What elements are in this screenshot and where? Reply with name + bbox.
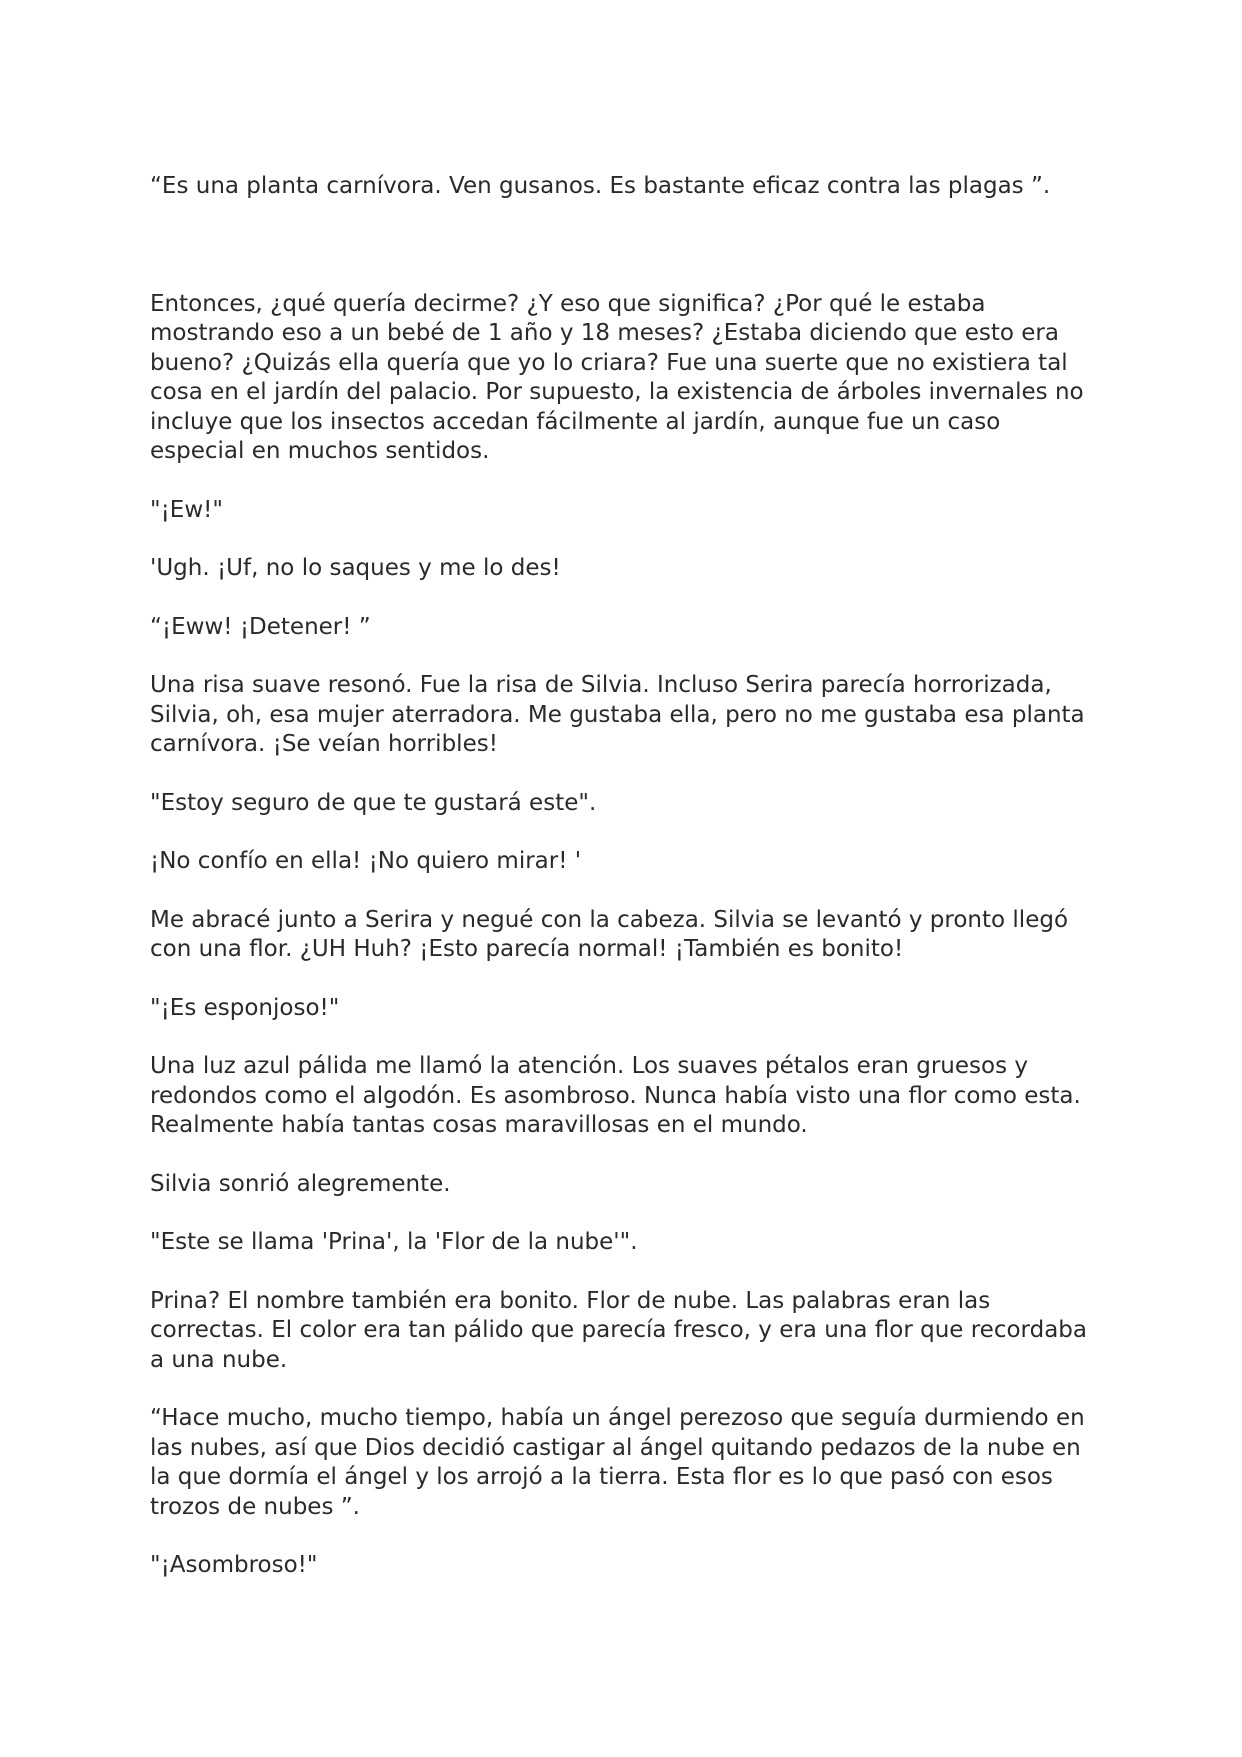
paragraph: Una luz azul pálida me llamó la atención. Los suaves pétalos eran gruesos y redondos como el algodón. Es asombroso. Nunca había visto una flor como esta. Realmente había tantas cosas maravillosas en el mundo. [150,1053,1081,1138]
paragraph: Entonces, ¿qué quería decirme? ¿Y eso que significa? ¿Por qué le estaba mostrando eso a un bebé de 1 año y 18 meses? ¿Estaba diciendo que esto era bueno? ¿Quizás ella quería que yo lo criara? Fue una suerte que no existiera tal cosa en el jardín del palacio. Por supuesto, la existencia de árboles invernales no incluye que los insectos accedan fácilmente al jardín, aunque fue un caso especial en muchos sentidos. [150,290,1084,464]
paragraph: “Es una planta carnívora. Ven gusanos. Es bastante eficaz contra las plagas ”. [150,173,1051,199]
paragraph: Una risa suave resonó. Fue la risa de Silvia. Incluso Serira parecía horrorizada, Silvia, oh, esa mujer aterradora. Me gustaba ella, pero no me gustaba esa planta carnívora. ¡Se veían horribles! [150,672,1085,757]
paragraph: ¡No confío en ella! ¡No quiero mirar! ' [150,848,582,874]
paragraph: Silvia sonrió alegremente. [150,1170,451,1197]
paragraph: "Este se llama 'Prina', la 'Flor de la nube'". [150,1229,638,1255]
paragraph: "¡Es esponjoso!" [150,994,340,1021]
paragraph: Prina? El nombre también era bonito. Flor de nube. Las palabras eran las correctas. El color era tan pálido que parecía fresco, y era una flor que recordaba a una nube. [150,1287,1087,1373]
paragraph: Me abracé junto a Serira y negué con la cabeza. Silvia se levantó y pronto llegó con una flor. ¿UH Huh? ¡Esto parecía normal! ¡También es bonito! [150,906,1069,962]
paragraph: "¡Ew!" [150,496,223,523]
paragraph: “¡Eww! ¡Detener! ” [150,613,371,640]
paragraph: "¡Asombroso!" [150,1552,318,1578]
document-body [150,172,1090,1610]
paragraph: “Hace mucho, mucho tiempo, había un ángel perezoso que seguía durmiendo en las nubes, así que Dios decidió castigar al ángel quitando pedazos de la nube en la que dormía el ángel y los arrojó a la tierra. Esta flor es lo que pasó con esos trozos de nubes ”. [150,1405,1085,1520]
paragraph: 'Ugh. ¡Uf, no lo saques y me lo des! [150,555,561,581]
paragraph: "Estoy seguro de que te gustará este". [150,789,597,816]
